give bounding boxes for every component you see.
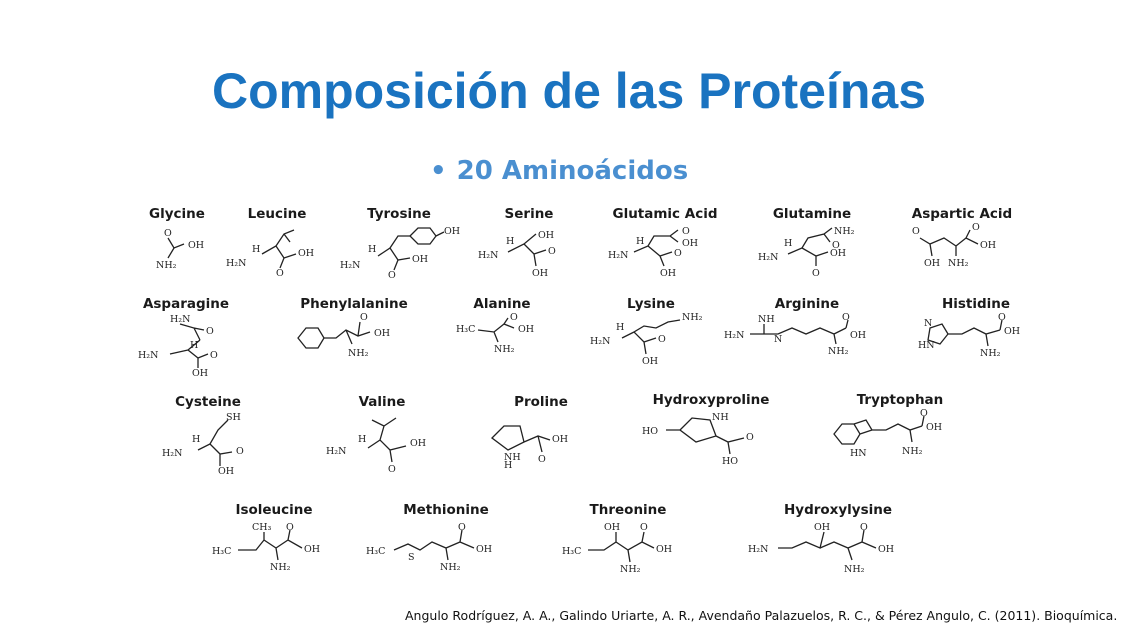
structure-threonine (562, 520, 694, 582)
amino-acid-asparagine (134, 296, 238, 379)
amino-acid-name: Hydroxyproline (652, 392, 770, 408)
svg-text:H₂N: H₂N (326, 446, 347, 457)
svg-text:OH: OH (532, 268, 549, 279)
amino-acid-serine (474, 206, 584, 279)
svg-text:O: O (658, 334, 666, 345)
svg-text:H₂N: H₂N (748, 544, 769, 555)
structure-glutamine (754, 224, 870, 279)
structure-cysteine (158, 412, 258, 477)
svg-text:O: O (972, 222, 980, 233)
svg-text:H: H (784, 238, 793, 249)
structure-asparagine (134, 314, 238, 379)
amino-acid-name: Glutamic Acid (612, 206, 718, 222)
svg-text:H₂N: H₂N (608, 250, 629, 261)
amino-acid-name: Tyrosine (367, 206, 431, 222)
amino-acid-hydroxyproline (640, 392, 782, 472)
svg-text:H₂N: H₂N (590, 336, 611, 347)
svg-text:H₂N: H₂N (724, 330, 745, 341)
structure-aspartic-acid (900, 224, 1024, 276)
svg-text:O: O (388, 464, 396, 475)
svg-text:NH₂: NH₂ (156, 260, 177, 271)
amino-acid-name: Cysteine (175, 394, 241, 410)
amino-acid-name: Glycine (149, 206, 205, 222)
svg-text:OH: OH (830, 248, 847, 259)
svg-text:O: O (236, 446, 244, 457)
amino-acid-name: Glutamine (772, 206, 852, 222)
svg-text:OH: OH (926, 422, 943, 433)
svg-text:H₂N: H₂N (170, 314, 191, 325)
svg-text:O: O (388, 270, 396, 281)
amino-acid-glutamic-acid (600, 206, 730, 279)
svg-text:O: O (912, 226, 920, 237)
svg-text:SH: SH (226, 412, 241, 423)
amino-acid-histidine (914, 296, 1038, 366)
amino-acid-name: Histidine (941, 296, 1011, 312)
structure-glutamic-acid (600, 224, 730, 279)
amino-acid-name: Methionine (403, 502, 489, 518)
amino-acid-methionine (366, 502, 526, 582)
svg-text:NH₂: NH₂ (494, 344, 515, 355)
svg-text:O: O (286, 522, 294, 533)
amino-acid-glycine (140, 206, 214, 276)
svg-text:H₂N: H₂N (138, 350, 159, 361)
svg-text:HO: HO (722, 456, 739, 467)
svg-text:H₃C: H₃C (456, 324, 476, 335)
svg-text:H₃C: H₃C (212, 546, 232, 557)
svg-text:NH₂: NH₂ (948, 258, 969, 269)
amino-acid-arginine (724, 296, 890, 366)
bullet-text: 20 Aminoácidos (456, 156, 689, 186)
svg-text:O: O (746, 432, 754, 443)
amino-acid-phenylalanine (290, 296, 418, 366)
structure-hydroxylysine (748, 520, 928, 582)
svg-text:OH: OH (980, 240, 997, 251)
svg-text:OH: OH (412, 254, 429, 265)
structure-tyrosine (340, 224, 461, 281)
svg-text:OH: OH (660, 268, 677, 279)
svg-text:O: O (860, 522, 868, 533)
bullet-item (430, 156, 688, 186)
amino-acid-tyrosine (340, 206, 461, 281)
svg-text:N: N (774, 334, 783, 345)
svg-text:OH: OH (476, 544, 493, 555)
svg-text:NH₂: NH₂ (828, 346, 849, 357)
amino-acid-name: Leucine (247, 206, 307, 222)
svg-text:OH: OH (518, 324, 535, 335)
structure-tryptophan (830, 410, 970, 472)
svg-text:OH: OH (682, 238, 699, 249)
svg-text:OH: OH (188, 240, 205, 251)
amino-acid-alanine (454, 296, 550, 366)
structure-histidine (914, 314, 1038, 366)
svg-text:NH: NH (504, 452, 521, 463)
svg-text:H: H (368, 244, 377, 255)
svg-text:H: H (616, 322, 625, 333)
svg-text:H: H (190, 340, 199, 351)
structure-alanine (454, 314, 550, 366)
structure-leucine (222, 224, 332, 279)
svg-text:O: O (210, 350, 218, 361)
svg-text:HO: HO (642, 426, 659, 437)
amino-acid-leucine (222, 206, 332, 279)
svg-text:H: H (636, 236, 645, 247)
svg-text:OH: OH (850, 330, 867, 341)
svg-text:H₂N: H₂N (478, 250, 499, 261)
svg-text:O: O (510, 312, 518, 323)
svg-text:O: O (842, 312, 850, 323)
svg-text:O: O (360, 312, 368, 323)
svg-text:H: H (252, 244, 261, 255)
amino-acid-name: Asparagine (142, 296, 230, 312)
svg-text:OH: OH (878, 544, 895, 555)
structure-methionine (366, 520, 526, 582)
svg-text:O: O (276, 268, 284, 279)
amino-acid-name: Tryptophan (856, 392, 944, 408)
amino-acid-name: Isoleucine (235, 502, 313, 518)
svg-text:NH: NH (712, 412, 729, 423)
svg-text:OH: OH (814, 522, 831, 533)
structure-proline (486, 412, 596, 474)
svg-text:NH₂: NH₂ (834, 226, 855, 237)
svg-text:H₂N: H₂N (226, 258, 247, 269)
svg-text:OH: OH (444, 226, 461, 237)
svg-text:NH₂: NH₂ (620, 564, 641, 575)
svg-text:NH₂: NH₂ (270, 562, 291, 573)
amino-acid-valine (324, 394, 440, 474)
amino-acid-lysine (588, 296, 714, 366)
svg-text:OH: OH (924, 258, 941, 269)
amino-acid-cysteine (158, 394, 258, 477)
svg-text:O: O (812, 268, 820, 279)
bullet-dot-icon: • (430, 156, 447, 186)
svg-text:OH: OH (410, 438, 427, 449)
svg-text:NH₂: NH₂ (980, 348, 1001, 359)
svg-text:H₃C: H₃C (366, 546, 386, 557)
svg-text:OH: OH (192, 368, 209, 379)
svg-text:HN: HN (918, 340, 935, 351)
svg-text:N: N (924, 318, 933, 329)
svg-text:NH₂: NH₂ (902, 446, 923, 457)
svg-text:O: O (920, 408, 928, 419)
svg-text:H: H (358, 434, 367, 445)
svg-text:O: O (674, 248, 682, 259)
slide-title: Composición de las Proteínas (211, 63, 927, 119)
amino-acid-proline (486, 394, 596, 474)
svg-text:OH: OH (218, 466, 235, 477)
svg-text:O: O (164, 228, 172, 239)
svg-text:S: S (408, 552, 415, 563)
svg-text:O: O (682, 226, 690, 237)
svg-text:H: H (504, 460, 513, 471)
svg-text:NH₂: NH₂ (440, 562, 461, 573)
amino-acid-name: Arginine (774, 296, 840, 312)
svg-text:OH: OH (656, 544, 673, 555)
svg-text:NH₂: NH₂ (844, 564, 865, 575)
svg-text:H₂N: H₂N (758, 252, 779, 263)
amino-acid-name: Alanine (473, 296, 531, 312)
amino-acid-name: Proline (514, 394, 568, 410)
svg-text:OH: OH (538, 230, 555, 241)
svg-text:O: O (832, 240, 840, 251)
amino-acid-isoleucine (212, 502, 336, 582)
svg-text:O: O (640, 522, 648, 533)
amino-acid-name: Aspartic Acid (911, 206, 1013, 222)
svg-text:OH: OH (552, 434, 569, 445)
svg-text:NH₂: NH₂ (348, 348, 369, 359)
svg-text:OH: OH (642, 356, 659, 367)
amino-acid-aspartic-acid (900, 206, 1024, 276)
svg-text:H₂N: H₂N (340, 260, 361, 271)
amino-acid-name: Valine (358, 394, 406, 410)
structure-glycine (140, 224, 214, 276)
svg-text:O: O (538, 454, 546, 465)
svg-text:OH: OH (298, 248, 315, 259)
citation-text: Angulo Rodríguez, A. A., Galindo Uriarte, A. R., Avendaño Palazuelos, R. C., & Pérez Angulo, C. (2011). Bioquímica. (405, 608, 1118, 623)
svg-text:CH₃: CH₃ (252, 522, 272, 533)
svg-text:H₃C: H₃C (562, 546, 582, 557)
svg-text:HN: HN (850, 448, 867, 459)
amino-acid-name: Serine (504, 206, 554, 222)
structure-valine (324, 412, 440, 474)
svg-text:O: O (206, 326, 214, 337)
structure-isoleucine (212, 520, 336, 582)
structure-serine (474, 224, 584, 279)
svg-text:H₂N: H₂N (162, 448, 183, 459)
amino-acid-name: Hydroxylysine (783, 502, 893, 518)
structure-arginine (724, 314, 890, 366)
structure-hydroxyproline (640, 410, 782, 472)
amino-acid-hydroxylysine (748, 502, 928, 582)
svg-text:O: O (998, 312, 1006, 323)
svg-text:O: O (458, 522, 466, 533)
svg-text:H: H (192, 434, 201, 445)
structure-phenylalanine (290, 314, 418, 366)
amino-acid-tryptophan (830, 392, 970, 472)
svg-text:OH: OH (1004, 326, 1021, 337)
amino-acid-threonine (562, 502, 694, 582)
svg-text:OH: OH (374, 328, 391, 339)
amino-acid-name: Lysine (627, 296, 675, 312)
amino-acid-name: Threonine (589, 502, 667, 518)
svg-text:NH: NH (758, 314, 775, 325)
amino-acid-name: Phenylalanine (300, 296, 408, 312)
svg-text:OH: OH (604, 522, 621, 533)
svg-text:OH: OH (304, 544, 321, 555)
svg-text:O: O (548, 246, 556, 257)
amino-acid-glutamine (754, 206, 870, 279)
svg-text:H: H (506, 236, 515, 247)
svg-text:NH₂: NH₂ (682, 312, 703, 323)
structure-lysine (588, 314, 714, 366)
